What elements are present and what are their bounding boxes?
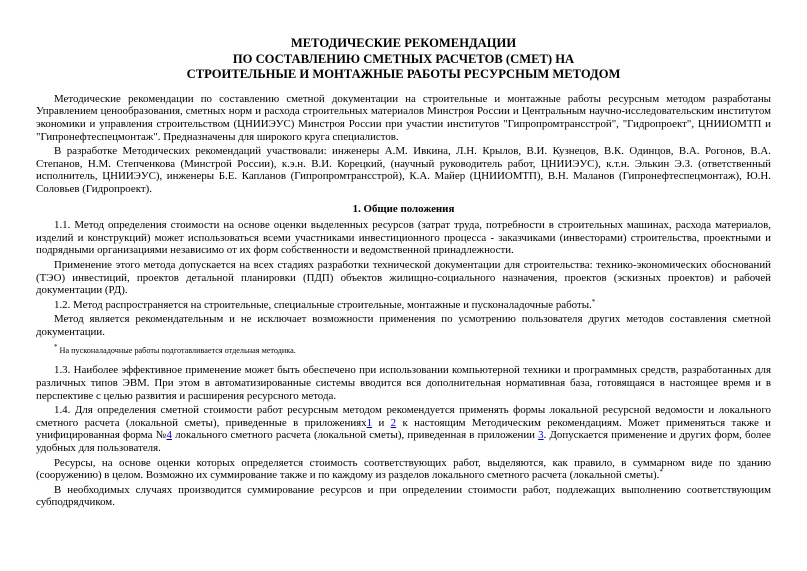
footnote-mark: *	[591, 297, 596, 306]
paragraph-1-2	[36, 299, 771, 312]
paragraph-1-4-part-d: . Допускается применение и других форм, более удобных для пользователя.	[36, 429, 771, 455]
paragraph-application: Применение этого метода допускается на всех стадиях разработки технической документации для строительства: технико-экономических обоснований (ТЭО) инвестиций, проектов детальной планировки (ПДП) объектов жилищно-социального назначения, проектов (эскизных проектов) и рабочей документации (РД).	[36, 258, 771, 297]
intro-paragraph-1: Методические рекомендации по составлению сметной документации на строительные и монтажные работы ресурсным методом разработаны Управлением ценообразования, сметных норм и расхода строительных материалов Минстроя России и Центральным научно-исследовательским институтом экономики и управления строительством (ЦНИИЭУС) Минстроя России при участии институтов "Гипропромтрансстрой", "Гидропроект", ЦНИИОМТП и "Гипронефтеспецмонтаж". Предназначены для широкого круга специалистов.	[36, 92, 771, 143]
paragraph-1-4	[36, 404, 771, 454]
paragraph-recommendation: Метод является рекомендательным и не исключает возможности применения по усмотрению пользователя других методов составления сметной документации.	[36, 313, 771, 338]
paragraph-resources	[36, 457, 771, 482]
paragraph-1-4-part-c: локального сметного расчета (локальной сметы), приведенная в приложении	[171, 429, 539, 442]
title-line-3: СТРОИТЕЛЬНЫЕ И МОНТАЖНЫЕ РАБОТЫ РЕСУРСНЫМ МЕТОДОМ	[186, 67, 621, 82]
appendix-3-link[interactable]: 3	[538, 429, 544, 442]
footnote-text: На пусконаладочные работы подготавливается отдельная методика.	[59, 346, 296, 356]
section-heading: 1. Общие положения	[352, 202, 455, 215]
document-page	[36, 36, 771, 511]
appendix-1-link[interactable]: 1	[366, 416, 373, 429]
paragraph-1-4-and: и	[372, 416, 391, 429]
paragraph-1-4-part-b: к настоящим Методическим рекомендациям. Может применяться также и унифицированная форма №	[36, 416, 771, 442]
form-4-link[interactable]: 4	[166, 429, 172, 442]
paragraph-necessary: В необходимых случаях производится суммирование ресурсов и при определении стоимости работ, подлежащих выполнению соответствующим субподрядчиком.	[36, 483, 771, 509]
appendix-2-link[interactable]: 2	[390, 416, 397, 429]
intro-paragraph-2: В разработке Методических рекомендаций участвовали: инженеры А.М. Ивкина, Л.Н. Крылов, В.И. Кузнецов, В.К. Одинцов, В.А. Рогонов, В.А. Степанов, Н.М. Степченкова (Минстрой России), к.э.н. В.И. Корецкий, (научный руководитель работ, ЦНИИЭУС), к.т.н. Элькин Э.З. (ответственный исполнитель, ЦНИИЭУС), инженеры Б.Е. Капланов (Гипропромтрансстрой), К.А. Майер (ЦНИИОМТП), В.Н. Маланов (Гипронефтеспецмонтаж), Ю.Н. Соловьев (Гидропроект).	[36, 145, 771, 195]
footnote-mark: *	[659, 468, 663, 477]
paragraph-1-3: 1.3. Наиболее эффективное применение может быть обеспечено при использовании компьютерной техники и программных средств, разработанных для различных типов ЭВМ. При этом в автоматизированные системы вводится вся дополнительная нормативная база, готовящаяся в настоящее время и в перспективе с целью развития и расширения ресурсного метода.	[36, 364, 771, 402]
paragraph-resources-text: Ресурсы, на основе оценки которых определяется стоимость соответствующих работ, выделяются, как правило, в суммарном виде по зданию (сооружению) в целом. Возможно их суммирование также и по каждому из разделов локального сметного расчета (локальной сметы).	[36, 456, 771, 482]
title-line-1: МЕТОДИЧЕСКИЕ РЕКОМЕНДАЦИИ	[290, 36, 517, 50]
document-title	[36, 36, 771, 83]
footnote-mark: *	[54, 343, 58, 352]
paragraph-1-1: 1.1. Метод определения стоимости на основе оценки выделенных ресурсов (затрат труда, потребности в строительных машинах, расхода материалов, изделий и конструкций) может использоваться всеми участниками инвестиционного процесса - заказчиками (инвесторами) строительства, проектными и подрядными организациями независимо от их форм собственности и ведомственной принадлежности.	[36, 219, 771, 257]
footnote	[36, 343, 771, 356]
paragraph-1-2-text: 1.2. Метод распространяется на строительные, специальные строительные, монтажные и пусконаладочные работы.	[54, 298, 592, 311]
title-line-2: ПО СОСТАВЛЕНИЮ СМЕТНЫХ РАСЧЕТОВ (СМЕТ) НА	[232, 51, 575, 66]
paragraph-1-4-part-a: 1.4. Для определения сметной стоимости работ ресурсным методом рекомендуется применять формы локальной ресурсной ведомости и локального сметного расчета (локальной сметы), приведенные в приложениях	[36, 404, 771, 429]
